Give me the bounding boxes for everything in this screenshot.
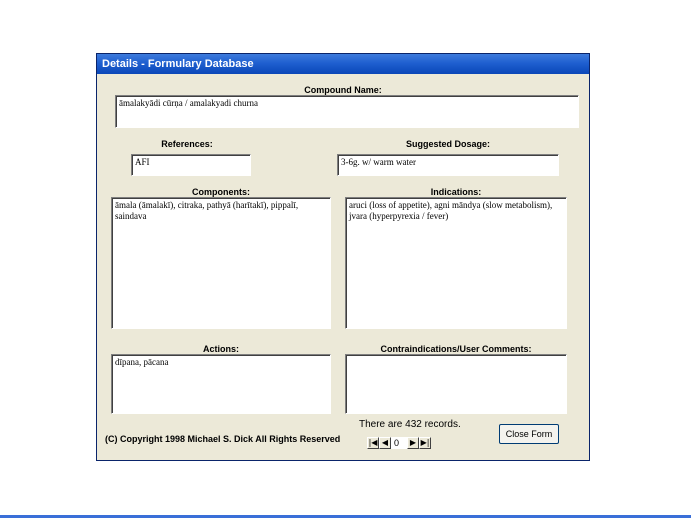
components-label: Components: [192, 187, 250, 197]
compound-name-label: Compound Name: [304, 85, 382, 95]
contraindications-field[interactable] [345, 354, 567, 414]
compound-name-field[interactable]: āmalakyādi cūrṇa / amalakyadi churna [115, 95, 579, 128]
prev-record-icon[interactable]: ◀ [379, 437, 391, 449]
record-count: There are 432 records. [359, 419, 461, 430]
references-field[interactable]: AFI [131, 154, 251, 176]
window-title: Details - Formulary Database [97, 54, 589, 74]
dosage-field[interactable]: 3-6g. w/ warm water [337, 154, 559, 176]
components-field[interactable]: āmala (āmalakī), citraka, pathyā (harītakī), pippalī, saindava [111, 197, 331, 329]
last-record-icon[interactable]: ▶| [420, 438, 430, 447]
first-record-icon[interactable]: |◀ [368, 438, 378, 447]
contraindications-label: Contraindications/User Comments: [380, 344, 532, 354]
dosage-label: Suggested Dosage: [405, 139, 490, 149]
actions-label: Actions: [203, 344, 239, 354]
copyright-text: (C) Copyright 1998 Michael S. Dick All Rights Reserved [105, 434, 341, 444]
references-label: References: [161, 139, 213, 149]
formulary-details-window [96, 53, 590, 461]
actions-field[interactable]: dīpana, pācana [111, 354, 331, 414]
close-form-button[interactable]: Close Form [499, 424, 559, 444]
indications-field[interactable]: aruci (loss of appetite), agni māndya (slow metabolism), jvara (hyperpyrexia / fever) [345, 197, 567, 329]
next-record-icon[interactable]: ▶ [407, 437, 419, 449]
indications-label: Indications: [430, 187, 482, 197]
record-navigator [367, 436, 431, 450]
record-number[interactable]: 0 [391, 437, 407, 449]
